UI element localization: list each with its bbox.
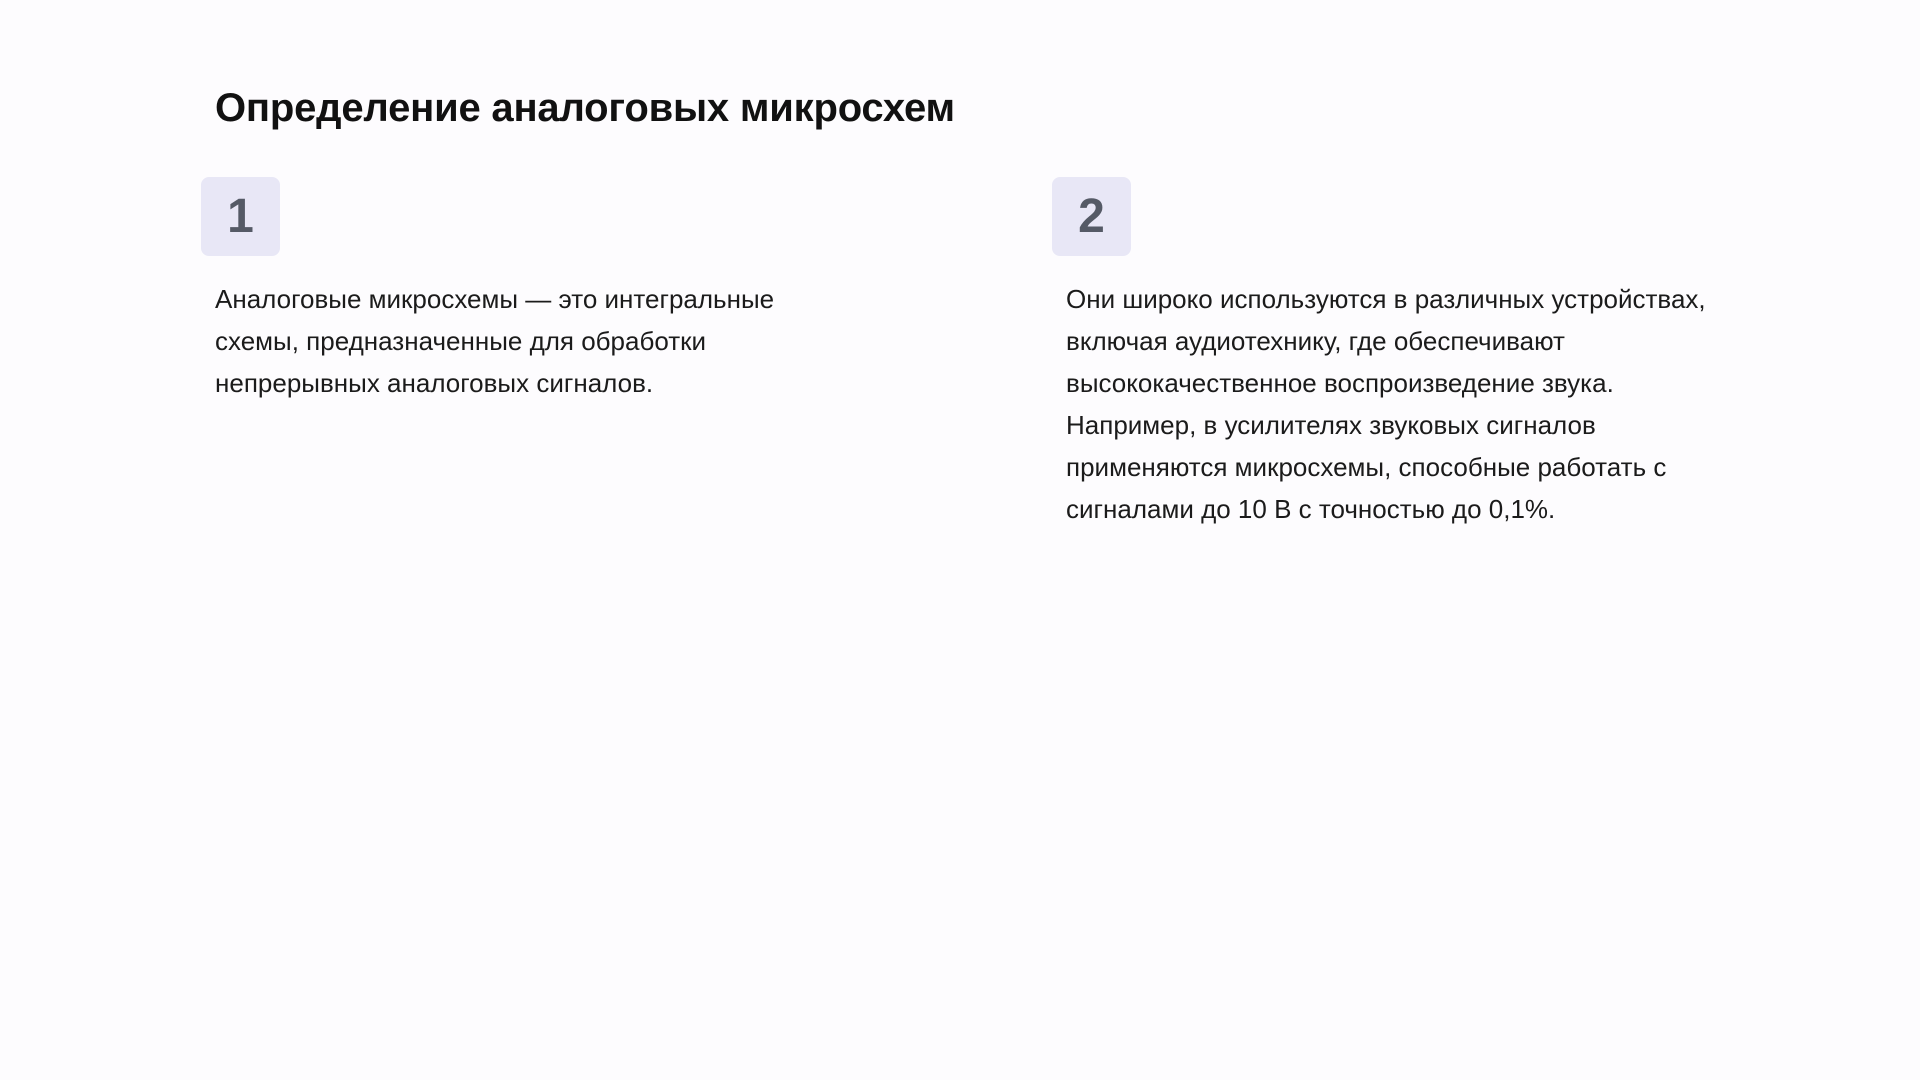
point-text-2: Они широко используются в различных устройствах, включая аудиотехнику, где обеспечивают высококачественное воспроизведение звука. Например, в усилителях звуковых сигналов применяются микросхемы, способные работать с сигналами до 10 В с точностью до 0,1%. bbox=[1066, 284, 1706, 524]
point-card-1 bbox=[201, 177, 841, 404]
point-text-1: Аналоговые микросхемы — это интегральные схемы, предназначенные для обработки непрерывных аналоговых сигналов. bbox=[215, 284, 775, 398]
number-badge-1: 1 bbox=[201, 177, 280, 256]
slide-title: Определение аналоговых микросхем bbox=[215, 86, 955, 130]
number-badge-2: 2 bbox=[1052, 177, 1131, 256]
point-card-2 bbox=[1052, 177, 1706, 530]
